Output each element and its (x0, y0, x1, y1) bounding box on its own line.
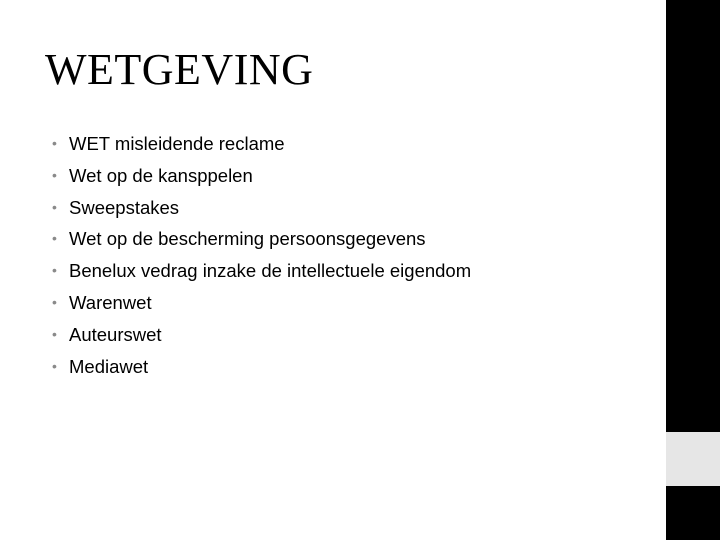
bullet-item (52, 160, 471, 192)
bullet-list (52, 128, 471, 382)
side-panel-block-highlight (666, 432, 720, 486)
bullet-text: Wet op de kansppelen (69, 164, 253, 186)
side-panel-block-bottom (666, 486, 720, 540)
bullet-item (52, 255, 471, 287)
bullet-dot-icon: • (52, 357, 57, 374)
bullet-dot-icon: • (52, 230, 57, 247)
bullet-dot-icon: • (52, 293, 57, 310)
bullet-item (52, 351, 471, 383)
bullet-dot-icon: • (52, 135, 57, 151)
bullet-text: Wet op de bescherming persoonsgegevens (69, 228, 426, 250)
bullet-text: WET misleidende reclame (69, 133, 285, 154)
bullet-item (52, 319, 471, 351)
bullet-item (52, 128, 471, 160)
bullet-dot-icon: • (52, 262, 57, 279)
side-panel (666, 0, 720, 540)
side-panel-block-top (666, 0, 720, 432)
bullet-item (52, 223, 471, 255)
bullet-text: Warenwet (69, 291, 152, 313)
bullet-item (52, 192, 471, 224)
bullet-dot-icon: • (52, 325, 57, 342)
bullet-text: Sweepstakes (69, 196, 180, 218)
bullet-item (52, 287, 471, 319)
bullet-text: Mediawet (69, 355, 149, 377)
bullet-dot-icon: • (52, 166, 57, 183)
bullet-text: Auteurswet (69, 323, 162, 345)
bullet-text: Benelux vedrag inzake de intellectuele eigendom (69, 260, 472, 282)
bullet-dot-icon: • (52, 198, 57, 215)
slide-title: WETGEVING (45, 45, 314, 94)
